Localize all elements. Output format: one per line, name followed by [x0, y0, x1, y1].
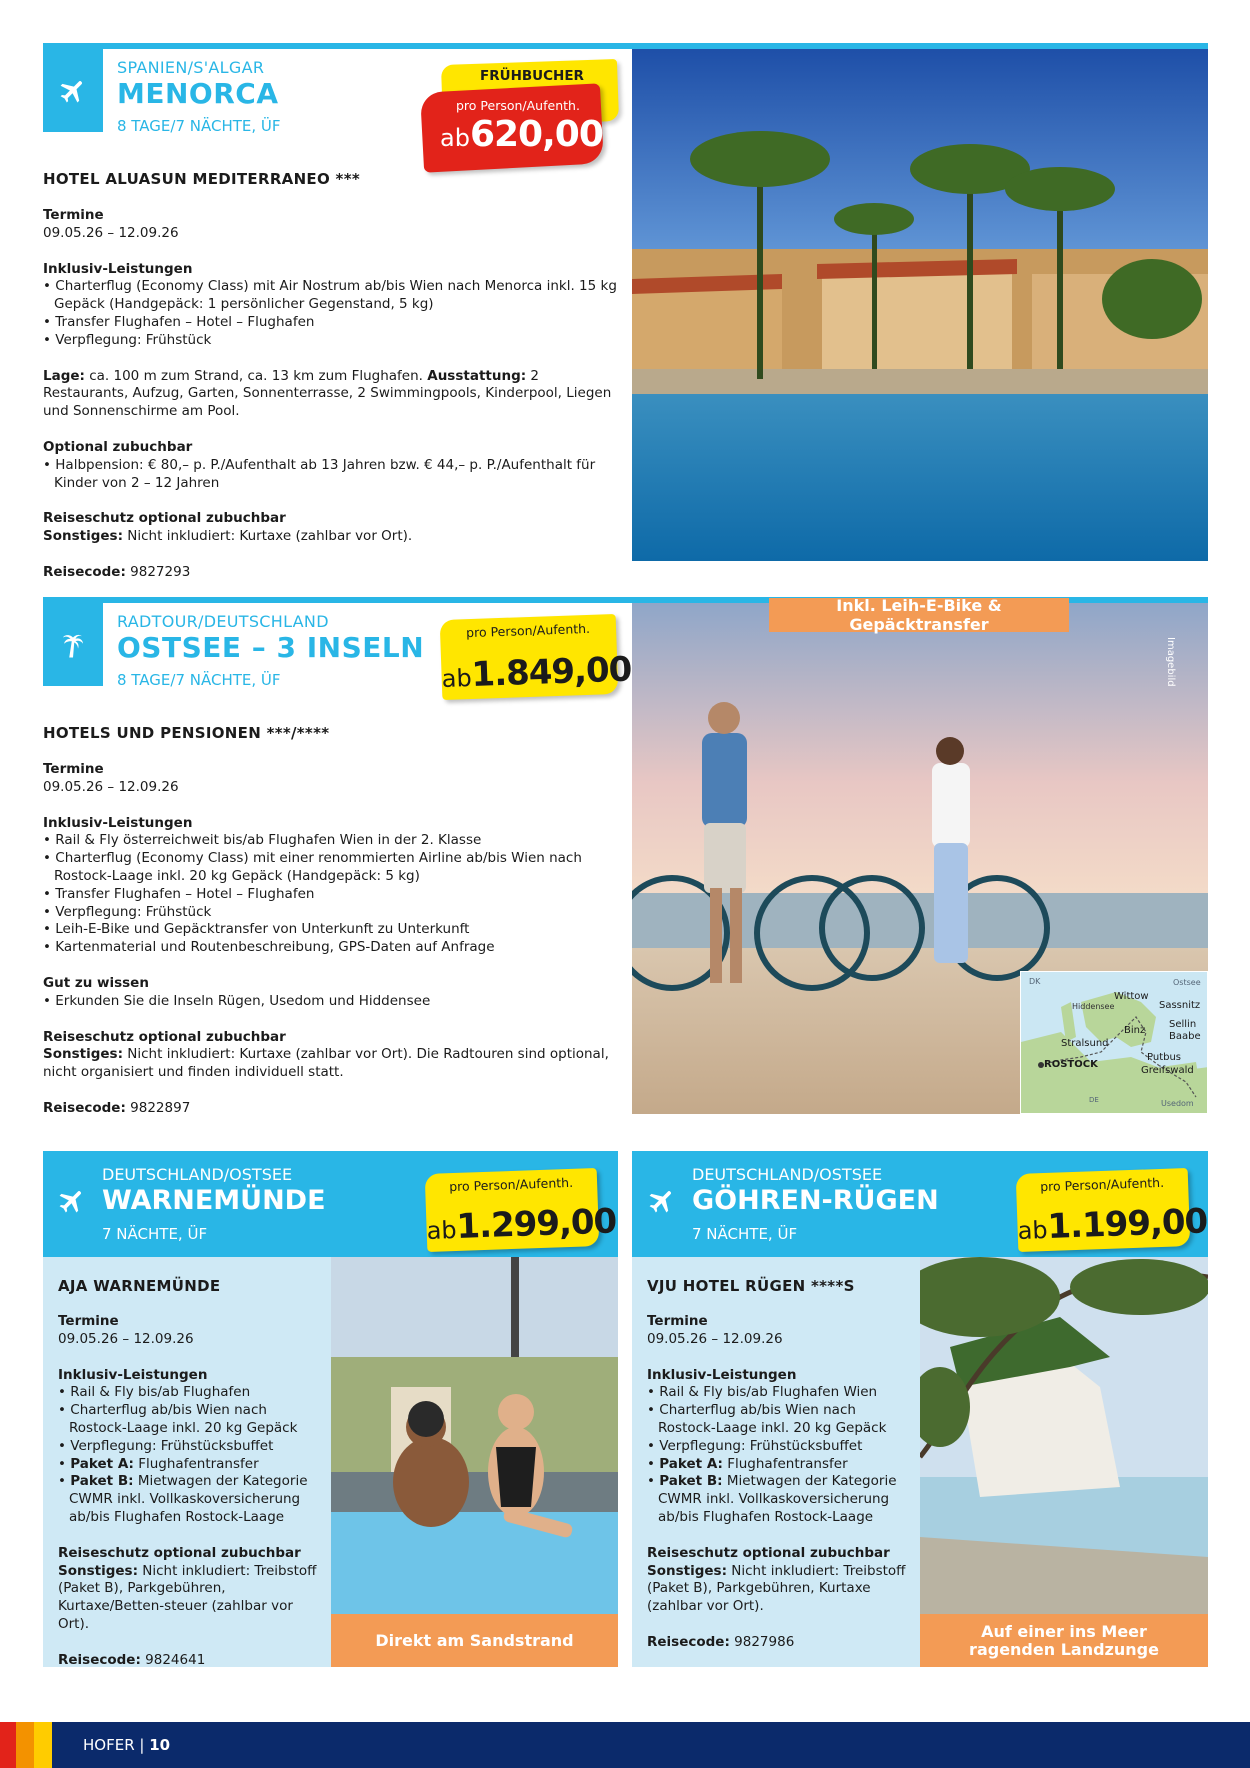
list-item: • Rail & Fly bis/ab Flughafen Wien — [647, 1384, 915, 1402]
ruegen-map — [1020, 971, 1208, 1114]
list-item: • Paket A: Flughafentransfer — [58, 1456, 326, 1474]
map-label-wittow: Wittow — [1114, 991, 1149, 1002]
offer3-region: DEUTSCHLAND/OSTSEE — [102, 1165, 293, 1184]
map-label-sellin: Sellin — [1169, 1019, 1197, 1030]
reiseschutz: Reiseschutz optional zubuchbar — [58, 1544, 301, 1561]
offer2-price-label: pro Person/Aufenth. — [465, 620, 591, 641]
list-item: • Verpflegung: Frühstück — [43, 904, 623, 922]
gut-zu-wissen-heading: Gut zu wissen — [43, 974, 149, 991]
optional-heading: Optional zubuchbar — [43, 438, 193, 455]
list-item: • Rail & Fly österreichweit bis/ab Flughafen Wien in der 2. Klasse — [43, 832, 623, 850]
termine-dates: 09.05.26 – 12.09.26 — [647, 1330, 783, 1347]
inklusiv-heading: Inklusiv-Leistungen — [58, 1366, 208, 1383]
inklusiv-list — [43, 832, 623, 957]
sonstiges: Sonstiges: Nicht inkludiert: Treibstoff (Paket B), Parkgebühren, Kurtaxe (zahlbar vor Ort). — [647, 1562, 906, 1615]
termine-heading: Termine — [43, 761, 104, 777]
plane-icon — [57, 1186, 87, 1216]
map-label-ostsee: Ostsee — [1173, 978, 1201, 987]
footer-brand: HOFER | 10 — [83, 1736, 171, 1754]
reiseschutz: Reiseschutz optional zubuchbar — [43, 510, 286, 527]
optional-list — [43, 457, 623, 493]
offer2-image-note: Imagebild — [1165, 637, 1176, 687]
termine-heading: Termine — [58, 1313, 119, 1329]
offer2-destination: OSTSEE – 3 INSELN — [117, 631, 425, 664]
list-item: • Halbpension: € 80,– p. P./Aufenthalt ab 13 Jahren bzw. € 44,– p. P./Aufenthalt für Kinder von 2 – 12 Jahren — [43, 457, 623, 493]
lage-text: Lage: ca. 100 m zum Strand, ca. 13 km zum Flughafen. Ausstattung: 2 Restaurants, Aufzug, Garten, Sonnenterrasse, 2 Swimmingpools, Kinderpool, Liegen und Sonnenschirme am Pool. — [43, 367, 612, 420]
offer4-price: 1.199,00 — [1046, 1201, 1208, 1247]
termine-dates: 09.05.26 – 12.09.26 — [43, 778, 179, 795]
list-item: • Transfer Flughafen – Hotel – Flughafen — [43, 886, 623, 904]
offer1-price-prefix: ab — [440, 124, 470, 152]
list-item: • Transfer Flughafen – Hotel – Flughafen — [43, 314, 623, 332]
list-item: • Kartenmaterial und Routenbeschreibung, GPS-Daten auf Anfrage — [43, 939, 623, 957]
inklusiv-heading: Inklusiv-Leistungen — [43, 814, 193, 831]
inklusiv-list — [43, 278, 623, 349]
map-label-sassnitz: Sassnitz — [1159, 1000, 1201, 1011]
map-label-baabe: Baabe — [1169, 1031, 1201, 1042]
offer4-duration: 7 NÄCHTE, ÜF — [692, 1225, 798, 1243]
list-item: • Charterflug ab/bis Wien nach Rostock-Laage inkl. 20 kg Gepäck — [647, 1402, 915, 1438]
offer3-destination: WARNEMÜNDE — [102, 1185, 326, 1216]
offer2-price: 1.849,00 — [470, 649, 632, 696]
list-item: • Paket B: Mietwagen der Kategorie CWMR inkl. Vollkaskoversicherung ab/bis Flughafen Rostock-Laage — [647, 1473, 915, 1526]
termine-dates: 09.05.26 – 12.09.26 — [58, 1330, 194, 1347]
reisecode: Reisecode: 9824641 — [58, 1651, 206, 1668]
reisecode: Reisecode: 9822897 — [43, 1099, 191, 1116]
offer1-details — [43, 207, 623, 582]
offer1-duration: 8 TAGE/7 NÄCHTE, ÜF — [117, 117, 281, 135]
list-item: • Paket A: Flughafentransfer — [647, 1456, 915, 1474]
list-item: • Charterflug (Economy Class) mit Air Nostrum ab/bis Wien nach Menorca inkl. 15 kg Gepäck (Handgepäck: 1 persönlicher Gegenstand, 5 kg) — [43, 278, 623, 314]
inklusiv-list — [647, 1384, 915, 1526]
map-label-de: DE — [1089, 1096, 1099, 1104]
palm-tree-icon — [43, 603, 103, 686]
inklusiv-heading: Inklusiv-Leistungen — [43, 260, 193, 277]
offer4-price-label: pro Person/Aufenth. — [1039, 1174, 1165, 1195]
page-footer — [0, 1722, 1250, 1768]
reiseschutz: Reiseschutz optional zubuchbar — [43, 1028, 286, 1045]
map-label-stralsund: Stralsund — [1061, 1038, 1109, 1049]
offer2-ebike-tag: Inkl. Leih-E-Bike & Gepäcktransfer — [769, 598, 1069, 632]
offer1-price-badge — [420, 62, 620, 170]
offer1-price-label: pro Person/Aufenth. — [456, 98, 580, 113]
offer3-price-label: pro Person/Aufenth. — [448, 1174, 574, 1195]
offer2-region: RADTOUR/DEUTSCHLAND — [117, 612, 329, 631]
sonstiges: Sonstiges: Nicht inkludiert: Kurtaxe (zahlbar vor Ort). Die Radtouren sind optional, nicht organisiert und finden individuell statt. — [43, 1046, 609, 1081]
list-item: • Erkunden Sie die Inseln Rügen, Usedom und Hiddensee — [43, 993, 623, 1011]
offer3-price-badge — [425, 1168, 617, 1252]
offer2-duration: 8 TAGE/7 NÄCHTE, ÜF — [117, 671, 281, 689]
ruegen-cliff-photo — [920, 1257, 1208, 1614]
termine-dates: 09.05.26 – 12.09.26 — [43, 224, 179, 241]
list-item: • Verpflegung: Frühstück — [43, 332, 623, 350]
page-number: 10 — [149, 1736, 171, 1754]
plane-icon — [43, 49, 103, 132]
offer4-price-badge — [1016, 1168, 1208, 1252]
map-label-greifswald: Greifswald — [1141, 1065, 1194, 1076]
menorca-hotel-photo — [632, 49, 1208, 561]
offer3-hotel: AJA WARNEMÜNDE — [58, 1277, 221, 1295]
offer3-duration: 7 NÄCHTE, ÜF — [102, 1225, 208, 1243]
offer1-destination: MENORCA — [117, 77, 279, 110]
map-label-binz: Binz — [1124, 1025, 1146, 1036]
offer2-price-prefix: ab — [441, 664, 473, 694]
offer2-price-badge — [440, 614, 632, 700]
offer2-hotel: HOTELS UND PENSIONEN ***/**** — [43, 724, 330, 742]
warnemuende-pool-photo — [331, 1257, 618, 1614]
list-item: • Verpflegung: Frühstücksbuffet — [58, 1438, 326, 1456]
gut-zu-wissen-list — [43, 993, 623, 1011]
reisecode: Reisecode: 9827986 — [647, 1633, 795, 1650]
offer4-landzunge-tag: Auf einer ins Meer ragenden Landzunge — [920, 1614, 1208, 1667]
offer4-details — [647, 1313, 915, 1652]
offer1-price: 620,00 — [469, 114, 603, 155]
inklusiv-heading: Inklusiv-Leistungen — [647, 1366, 797, 1383]
termine-heading: Termine — [647, 1313, 708, 1329]
sonstiges: Sonstiges: Nicht inkludiert: Treibstoff (Paket B), Parkgebühren, Kurtaxe/Betten-steuer (zahlbar vor Ort). — [58, 1562, 317, 1632]
offer2-details — [43, 761, 623, 1118]
offer4-region: DEUTSCHLAND/OSTSEE — [692, 1165, 883, 1184]
map-label-dk: DK — [1029, 977, 1041, 986]
offer3-price-prefix: ab — [426, 1215, 458, 1245]
offer1-hotel: HOTEL ALUASUN MEDITERRANEO *** — [43, 170, 360, 188]
offer3-price: 1.299,00 — [455, 1201, 617, 1247]
map-label-rostock: ROSTOCK — [1044, 1059, 1098, 1070]
inklusiv-list — [58, 1384, 326, 1526]
offer1-region: SPANIEN/S'ALGAR — [117, 58, 265, 77]
offer3-beach-tag: Direkt am Sandstrand — [331, 1614, 618, 1667]
offer3-details — [58, 1313, 326, 1670]
list-item: • Charterflug (Economy Class) mit einer renommierten Airline ab/bis Wien nach Rostock-Laage inkl. 20 kg Gepäck (Handgepäck: 5 kg) — [43, 850, 623, 886]
map-label-hiddensee: Hiddensee — [1072, 1002, 1115, 1011]
reiseschutz: Reiseschutz optional zubuchbar — [647, 1544, 890, 1561]
list-item: • Rail & Fly bis/ab Flughafen — [58, 1384, 326, 1402]
list-item: • Paket B: Mietwagen der Kategorie CWMR inkl. Vollkaskoversicherung ab/bis Flughafen Rostock-Laage — [58, 1473, 326, 1526]
map-label-usedom: Usedom — [1161, 1099, 1194, 1108]
offer1-badge-label: FRÜHBUCHER — [480, 68, 584, 84]
termine-heading: Termine — [43, 207, 104, 223]
offer4-hotel: VJU HOTEL RÜGEN ****S — [647, 1277, 855, 1295]
offer4-destination: GÖHREN-RÜGEN — [692, 1185, 939, 1216]
reisecode: Reisecode: 9827293 — [43, 563, 191, 580]
list-item: • Verpflegung: Frühstücksbuffet — [647, 1438, 915, 1456]
list-item: • Leih-E-Bike und Gepäcktransfer von Unterkunft zu Unterkunft — [43, 921, 623, 939]
offer4-price-prefix: ab — [1017, 1215, 1049, 1245]
plane-icon — [647, 1186, 677, 1216]
list-item: • Charterflug ab/bis Wien nach Rostock-Laage inkl. 20 kg Gepäck — [58, 1402, 326, 1438]
map-label-putbus: Putbus — [1147, 1052, 1182, 1063]
sonstiges: Sonstiges: Nicht inkludiert: Kurtaxe (zahlbar vor Ort). — [43, 528, 413, 545]
